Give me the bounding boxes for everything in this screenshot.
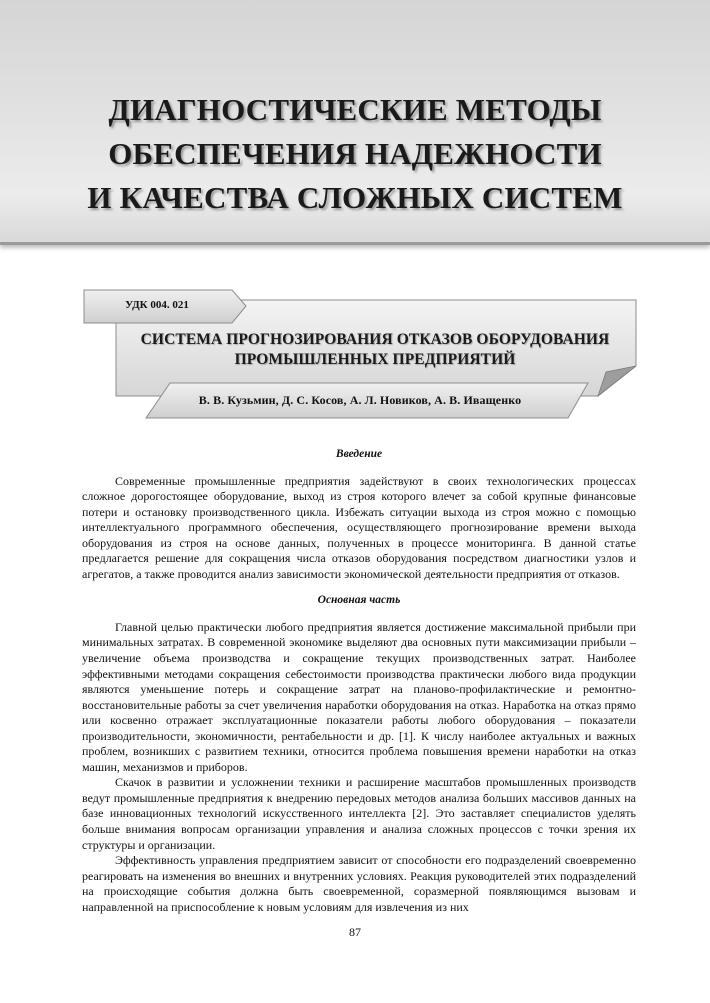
article-title-line: СИСТЕМА ПРОГНОЗИРОВАНИЯ ОТКАЗОВ ОБОРУДОВАНИЯ: [140, 331, 610, 348]
section-heading-main: Основная часть: [317, 594, 401, 607]
journal-title-line: И КАЧЕСТВА СЛОЖНЫХ СИСТЕМ: [87, 180, 623, 215]
paragraph: Эффективность управления предприятием зависит от способности его подразделений своевременно реагировать на изменения во внешних и внутренних условиях. Реакция руководителей этих подразделений на происходящие события должна быть своевременной, соразмерной появляющимся вызовам и направленной на приспособление к новым условиям для извлечения из них: [82, 853, 636, 914]
article-authors: В. В. Кузьмин, Д. С. Косов, А. Л. Новиков, А. В. Иващенко: [198, 393, 522, 407]
journal-title-line: ДИАГНОСТИЧЕСКИЕ МЕТОДЫ: [108, 92, 602, 127]
paragraph: Скачок в развитии и усложнении техники и расширение масштабов промышленных производств ведут промышленные предприятия к внедрению передовых методов анализа больших массивов данных на базе инновационных технологий искусственного интеллекта [2]. Это заставляет специалистов уделять больше внимания вопросам организации управления и анализа сложных процессов с точки зрения их структуры и организации.: [82, 775, 636, 852]
paragraph: Главной целью практически любого предприятия является достижение максимальной прибыли при минимальных затратах. В современной экономике выделяют два основных пути максимизации прибыли – увеличение объема производства и сокращение текущих производственных затрат. Наиболее эффективными методами сокращения себестоимости производства практически любого вида продукции являются уменьшение потерь и сокращение затрат на планово-профилактические и ремонтно-восстановительные работы за счет увеличения наработки оборудования на отказ. Наработка на отказ прямо или косвенно отражает эксплуатационные показатели работы любого оборудования – показатели производительности, экономичности, рентабельности и др. [1]. К числу наиболее актуальных и важных проблем, возникших с развитием техники, относится проблема повышения времени наработки на отказ машин, механизмов и приборов.: [82, 619, 636, 774]
page-number: 87: [349, 925, 361, 939]
article-title: [120, 330, 630, 370]
paragraph: Современные промышленные предприятия задействуют в своих технологических процессах сложное дорогостоящее оборудование, выход из строя которого влечет за собой крупные финансовые потери и остановку производственного цикла. Избежать ситуации выхода из строя можно с помощью интеллектуального программного обеспечения, осуществляющего прогнозирование времени выхода оборудования из строя на основе данных, полученных в процессе мониторинга. В данной статье предлагается решение для сокращения числа отказов оборудования посредством диагностики узлов и агрегатов, а также проводится анализ зависимости экономической деятельности предприятия от отказов.: [82, 473, 636, 581]
journal-title-line: ОБЕСПЕЧЕНИЯ НАДЕЖНОСТИ: [108, 136, 602, 171]
article-body: [82, 447, 636, 915]
udk-code: УДК 004. 021: [125, 299, 189, 311]
section-heading-introduction: Введение: [335, 448, 383, 460]
article-title-line: ПРОМЫШЛЕННЫХ ПРЕДПРИЯТИЙ: [234, 351, 516, 368]
journal-section-title: [0, 88, 710, 220]
journal-section-banner: [0, 0, 710, 245]
